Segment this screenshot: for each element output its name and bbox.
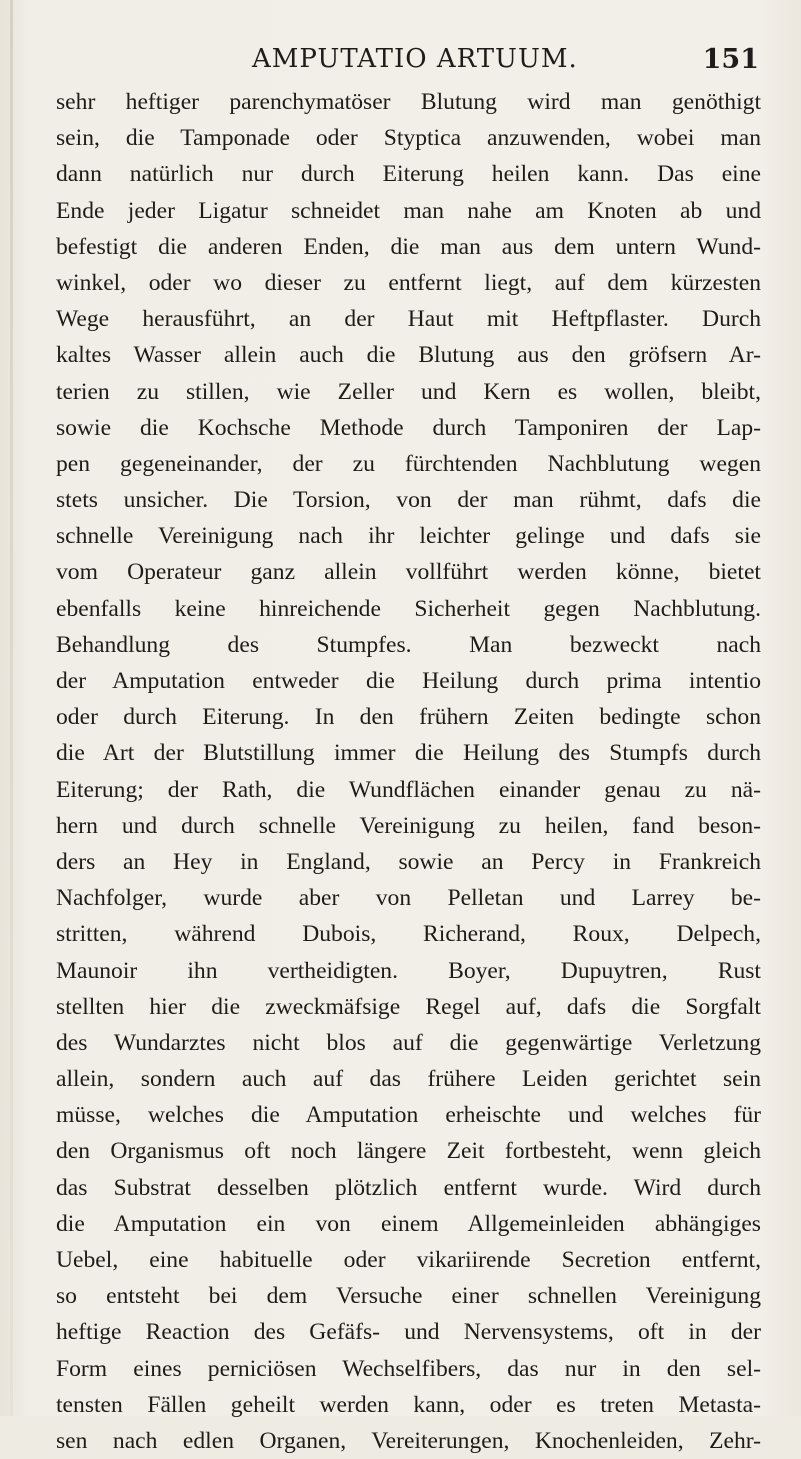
text-line: des Wundarztes nicht blos auf die gegenwärtige Verletzung xyxy=(56,1029,761,1056)
text-line: die Amputation ein von einem Allgemeinleiden abhängiges xyxy=(56,1210,761,1237)
text-line: terien zu stillen, wie Zeller und Kern es wollen, bleibt, xyxy=(56,378,761,405)
text-line: die Art der Blutstillung immer die Heilung des Stumpfs durch xyxy=(56,740,761,767)
text-line: stellten hier die zweckmäfsige Regel auf, dafs die Sorgfalt xyxy=(56,993,761,1020)
text-line: sowie die Kochsche Methode durch Tamponiren der Lap- xyxy=(56,414,761,441)
text-line: Form eines perniciösen Wechselfibers, das nur in den sel- xyxy=(56,1355,761,1382)
text-line: den Organismus oft noch längere Zeit fortbesteht, wenn gleich xyxy=(56,1138,761,1165)
text-line: Nachfolger, wurde aber von Pelletan und Larrey be- xyxy=(56,885,761,912)
page-edge-shadow xyxy=(10,0,13,1416)
text-line: hern und durch schnelle Vereinigung zu heilen, fand beson- xyxy=(56,812,761,839)
text-line: müsse, welches die Amputation erheischte und welches für xyxy=(56,1102,761,1129)
text-line: Wege herausführt, an der Haut mit Heftpflaster. Durch xyxy=(56,306,761,333)
text-line: Maunoir ihn vertheidigten. Boyer, Dupuytren, Rust xyxy=(56,957,761,984)
text-line: ebenfalls keine hinreichende Sicherheit gegen Nachblutung. xyxy=(56,595,761,622)
text-line: heftige Reaction des Gefäfs- und Nervensystems, oft in der xyxy=(56,1319,761,1346)
text-line: sen nach edlen Organen, Vereiterungen, Knochenleiden, Zehr- xyxy=(56,1427,761,1454)
text-line: befestigt die anderen Enden, die man aus dem untern Wund- xyxy=(56,233,761,260)
text-line: dann natürlich nur durch Eiterung heilen kann. Das eine xyxy=(56,161,761,188)
text-line: das Substrat desselben plötzlich entfernt wurde. Wird durch xyxy=(56,1174,761,1201)
section-heading-line: Behandlung des Stumpfes. Man bezweckt nach xyxy=(56,631,761,658)
text-line: sehr heftiger parenchymatöser Blutung wird man genöthigt xyxy=(56,89,761,115)
text-line: Eiterung; der Rath, die Wundflächen einander genau zu nä- xyxy=(56,776,761,803)
text-line: schnelle Vereinigung nach ihr leichter gelinge und dafs sie xyxy=(56,523,761,550)
text-line: so entsteht bei dem Versuche einer schnellen Vereinigung xyxy=(56,1283,761,1310)
text-line: vom Operateur ganz allein vollführt werden könne, bietet xyxy=(56,559,761,586)
text-line: der Amputation entweder die Heilung durch prima intentio xyxy=(56,668,761,694)
running-head: AMPUTATIO ARTUUM. xyxy=(252,44,578,74)
page-header xyxy=(0,44,801,84)
text-line: stets unsicher. Die Torsion, von der man rühmt, dafs die xyxy=(56,487,761,514)
body-text xyxy=(56,84,761,1459)
text-line: kaltes Wasser allein auch die Blutung aus den gröfsern Ar- xyxy=(56,342,761,369)
text-line: stritten, während Dubois, Richerand, Roux, Delpech, xyxy=(56,921,761,948)
text-line: Uebel, eine habituelle oder vikariirende Secretion entfernt, xyxy=(56,1247,761,1273)
page-number: 151 xyxy=(702,44,759,75)
text-line: ders an Hey in England, sowie an Percy in Frankreich xyxy=(56,848,761,875)
text-line: winkel, oder wo dieser zu entfernt liegt, auf dem kürzesten xyxy=(56,269,761,296)
text-line: pen gegeneinander, der zu fürchtenden Nachblutung wegen xyxy=(56,450,761,477)
text-line: allein, sondern auch auf das frühere Leiden gerichtet sein xyxy=(56,1066,761,1093)
text-line: tensten Fällen geheilt werden kann, oder es treten Metasta- xyxy=(56,1391,761,1418)
text-line: sein, die Tamponade oder Styptica anzuwenden, wobei man xyxy=(56,125,761,152)
text-line: Ende jeder Ligatur schneidet man nahe am Knoten ab und xyxy=(56,197,761,224)
text-line: oder durch Eiterung. In den frühern Zeiten bedingte schon xyxy=(56,704,761,731)
